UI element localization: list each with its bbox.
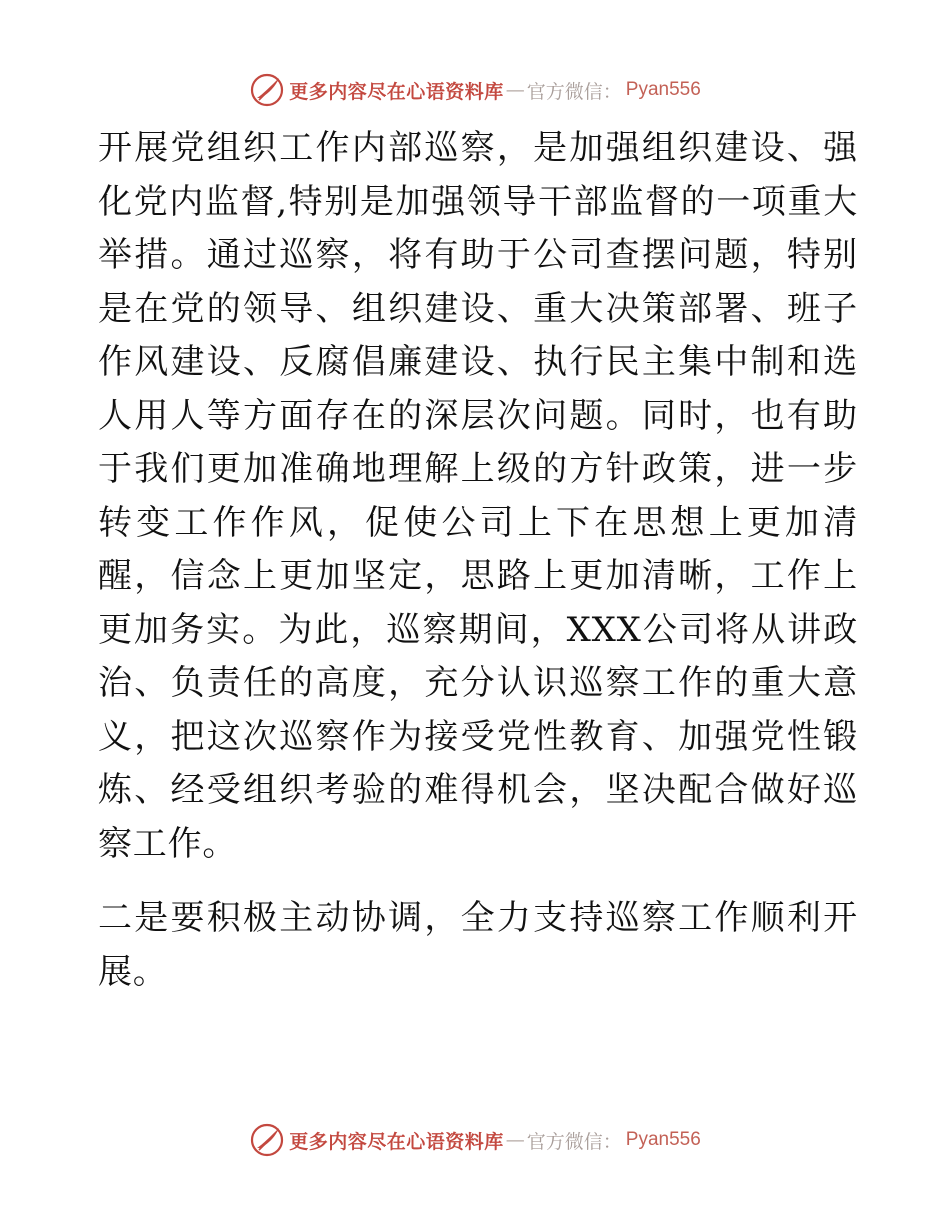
watermark-dash: — [505, 79, 525, 101]
header-watermark [0, 70, 950, 110]
watermark-main-text: 更多内容尽在心语资料库 [289, 80, 504, 103]
quill-pen-logo-icon [249, 72, 285, 108]
quill-pen-logo-icon [249, 1122, 285, 1158]
watermark-id: Pyan556 [625, 1129, 701, 1150]
body-paragraph: 开展党组织工作内部巡察，是加强组织建设、强化党内监督,特别是加强领导干部监督的一项重大举措。通过巡察，将有助于公司查摆问题，特别是在党的领导、组织建设、重大决策部署、班子作风建设、反腐倡廉建设、执行民主集中制和选人用人等方面存在的深层次问题。同时，也有助于我们更加准确地理解上级的方针政策，进一步转变工作作风，促使公司上下在思想上更加清醒，信念上更加坚定，思路上更加清晰，工作上更加务实。为此，巡察期间，XXX公司将从讲政治、负责任的高度，充分认识巡察工作的重大意义，把这次巡察作为接受党性教育、加强党性锻炼、经受组织考验的难得机会，坚决配合做好巡察工作。 [98, 128, 858, 864]
footer-watermark [0, 1120, 950, 1160]
body-paragraph: 二是要积极主动协调，全力支持巡察工作顺利开展。 [98, 898, 858, 992]
watermark-id: Pyan556 [625, 79, 701, 100]
watermark-label: 官方微信 [526, 80, 603, 103]
watermark-dash: — [505, 1129, 525, 1151]
watermark-label: 官方微信 [526, 1130, 603, 1153]
watermark-main-text: 更多内容尽在心语资料库 [289, 1130, 504, 1153]
watermark-colon: ： [602, 1130, 622, 1153]
watermark-colon: ： [602, 80, 622, 103]
